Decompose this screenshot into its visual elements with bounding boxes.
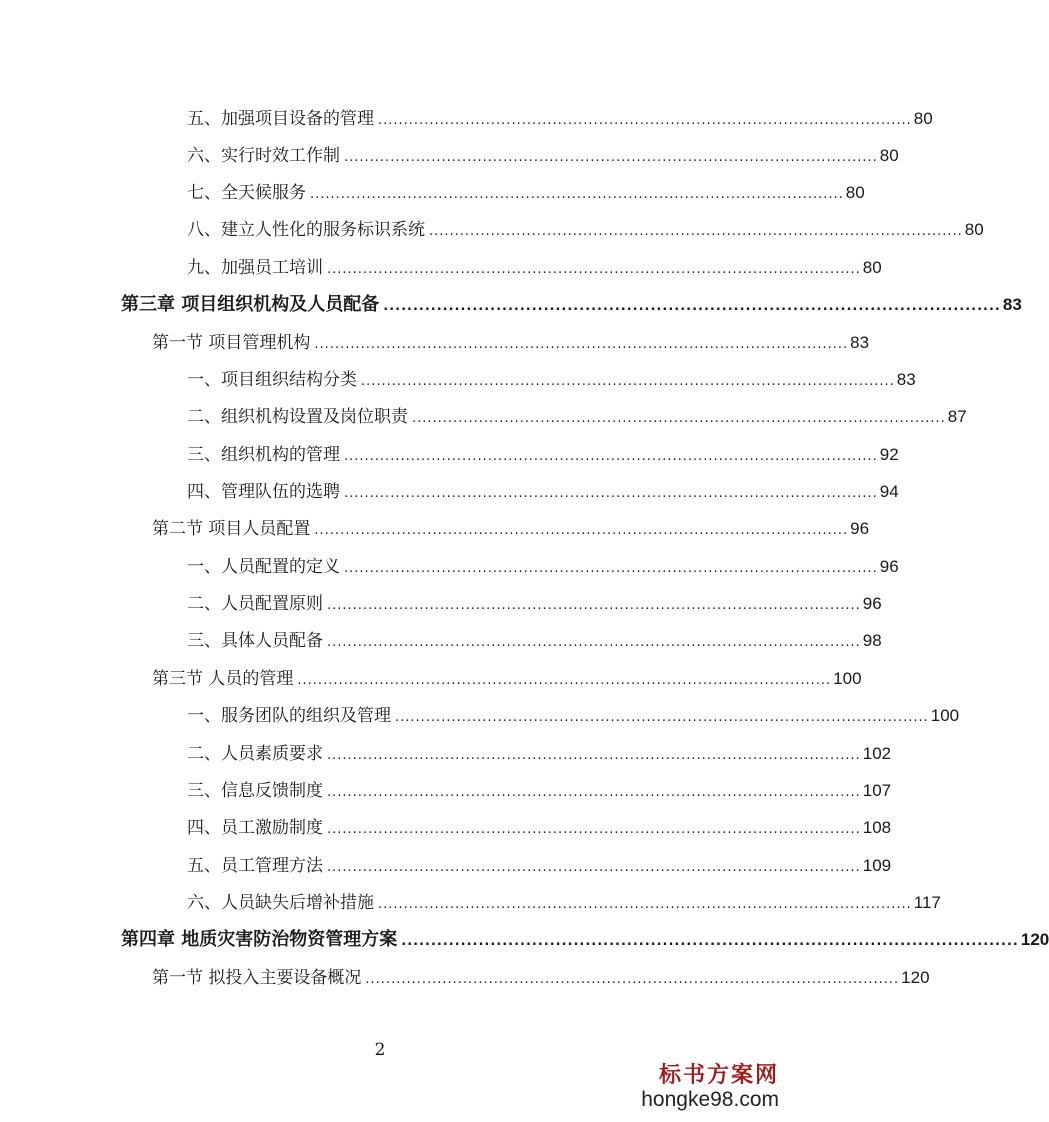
dot-leader: ........................................................................................................ <box>344 150 878 165</box>
toc-entry[interactable] <box>187 892 941 914</box>
toc-entry-title: 三、组织机构的管理 <box>187 445 340 465</box>
dot-leader: ........................................................................................................ <box>429 224 963 239</box>
toc-entry[interactable] <box>187 369 916 391</box>
toc-entry[interactable] <box>187 593 882 615</box>
dot-leader: ........................................................................................................ <box>395 710 929 725</box>
toc-entry-page: 100 <box>930 706 960 725</box>
toc-entry-title: 九、加强员工培训 <box>187 258 323 278</box>
toc-entry[interactable] <box>187 444 899 466</box>
toc-entry-title: 第二节 项目人员配置 <box>152 519 311 539</box>
toc-entry-title: 一、服务团队的组织及管理 <box>187 706 391 726</box>
toc-entry-title: 六、实行时效工作制 <box>187 146 340 166</box>
toc-entry[interactable] <box>187 855 892 877</box>
dot-leader: ........................................................................................................ <box>365 972 900 987</box>
toc-chapter[interactable] <box>121 294 1022 316</box>
toc-entry-page: 80 <box>913 109 933 128</box>
toc-entry[interactable] <box>187 219 984 241</box>
dot-leader: ........................................................................................................ <box>401 934 1019 949</box>
toc-entry-page: 83 <box>896 370 916 389</box>
dot-leader: ........................................................................................................ <box>327 785 861 800</box>
dot-leader: ........................................................................................................ <box>344 449 878 464</box>
toc-entry-title: 五、加强项目设备的管理 <box>187 109 374 129</box>
toc-entry-title: 四、员工激励制度 <box>187 818 323 838</box>
toc-entry-page: 80 <box>845 183 865 202</box>
toc-section[interactable] <box>152 518 870 540</box>
toc-entry-page: 120 <box>901 968 930 987</box>
toc-entry-page: 94 <box>879 482 899 501</box>
toc-entry-title: 二、人员素质要求 <box>187 744 323 764</box>
toc-entry-page: 87 <box>947 407 967 426</box>
toc-entry[interactable] <box>187 257 882 279</box>
toc-entry-title: 一、人员配置的定义 <box>187 557 340 577</box>
toc-entry-title: 第三章 项目组织机构及人员配备 <box>121 294 380 315</box>
toc-chapter[interactable] <box>121 929 1049 951</box>
toc-entry[interactable] <box>187 182 865 204</box>
toc-entry-title: 第四章 地质灾害防治物资管理方案 <box>121 929 398 950</box>
toc-entry-title: 第三节 人员的管理 <box>152 669 294 689</box>
toc-section[interactable] <box>152 668 862 690</box>
toc-entry[interactable] <box>187 817 892 839</box>
toc-entry-page: 80 <box>964 220 984 239</box>
toc-entry-title: 二、组织机构设置及岗位职责 <box>187 407 408 427</box>
toc-entry-title: 五、员工管理方法 <box>187 856 323 876</box>
dot-leader: ........................................................................................................ <box>297 673 832 688</box>
toc-entry[interactable] <box>187 108 933 130</box>
toc-entry[interactable] <box>187 780 892 802</box>
dot-leader: ........................................................................................................ <box>327 860 861 875</box>
dot-leader: ........................................................................................................ <box>310 187 844 202</box>
toc-entry-title: 三、具体人员配备 <box>187 631 323 651</box>
watermark-en: hongke98.com <box>641 1088 779 1111</box>
toc-entry-title: 二、人员配置原则 <box>187 594 323 614</box>
toc-section[interactable] <box>152 967 930 989</box>
toc-entry[interactable] <box>187 145 899 167</box>
toc-entry[interactable] <box>187 743 892 765</box>
dot-leader: ........................................................................................................ <box>378 897 912 912</box>
toc-entry-title: 三、信息反馈制度 <box>187 781 323 801</box>
dot-leader: ........................................................................................................ <box>383 299 1001 314</box>
toc-entry-page: 107 <box>862 781 892 800</box>
toc-entry-page: 96 <box>862 594 882 613</box>
watermark-cn: 标书方案网 <box>658 1062 779 1088</box>
watermark <box>641 1062 779 1112</box>
toc-entry-page: 108 <box>862 818 892 837</box>
toc-entry-page: 100 <box>833 669 862 688</box>
dot-leader: ........................................................................................................ <box>327 262 861 277</box>
toc-entry[interactable] <box>187 556 899 578</box>
toc-entry-title: 一、项目组织结构分类 <box>187 370 357 390</box>
dot-leader: ........................................................................................................ <box>327 822 861 837</box>
dot-leader: ........................................................................................................ <box>378 113 912 128</box>
dot-leader: ........................................................................................................ <box>327 635 861 650</box>
dot-leader: ........................................................................................................ <box>314 337 849 352</box>
dot-leader: ........................................................................................................ <box>344 561 878 576</box>
toc-entry-page: 117 <box>913 893 941 912</box>
dot-leader: ........................................................................................................ <box>327 748 861 763</box>
toc-entry-title: 第一节 项目管理机构 <box>152 333 311 353</box>
dot-leader: ........................................................................................................ <box>344 486 878 501</box>
page-number: 2 <box>374 1040 386 1060</box>
toc-section[interactable] <box>152 332 870 354</box>
toc-entry-title: 八、建立人性化的服务标识系统 <box>187 220 425 240</box>
toc-entry-title: 七、全天候服务 <box>187 183 306 203</box>
toc-entry[interactable] <box>187 406 967 428</box>
dot-leader: ........................................................................................................ <box>327 598 861 613</box>
toc-entry-title: 四、管理队伍的选聘 <box>187 482 340 502</box>
toc-entry-page: 80 <box>862 258 882 277</box>
toc-entry-page: 96 <box>850 519 870 538</box>
toc-entry-page: 83 <box>1002 295 1022 314</box>
toc-entry-title: 六、人员缺失后增补措施 <box>187 893 374 913</box>
toc-entry-title: 第一节 拟投入主要设备概况 <box>152 968 362 988</box>
toc-entry-page: 92 <box>879 445 899 464</box>
toc-entry-page: 102 <box>862 744 892 763</box>
dot-leader: ........................................................................................................ <box>314 523 849 538</box>
toc-entry-page: 109 <box>862 856 892 875</box>
dot-leader: ........................................................................................................ <box>361 374 895 389</box>
toc-entry[interactable] <box>187 481 899 503</box>
toc-entry-page: 98 <box>862 631 882 650</box>
toc-entry-page: 80 <box>879 146 899 165</box>
dot-leader: ........................................................................................................ <box>412 411 946 426</box>
toc-entry-page: 120 <box>1020 930 1049 949</box>
toc-entry-page: 83 <box>850 333 870 352</box>
toc-entry-page: 96 <box>879 557 899 576</box>
toc-entry[interactable] <box>187 705 960 727</box>
toc-entry[interactable] <box>187 630 882 652</box>
